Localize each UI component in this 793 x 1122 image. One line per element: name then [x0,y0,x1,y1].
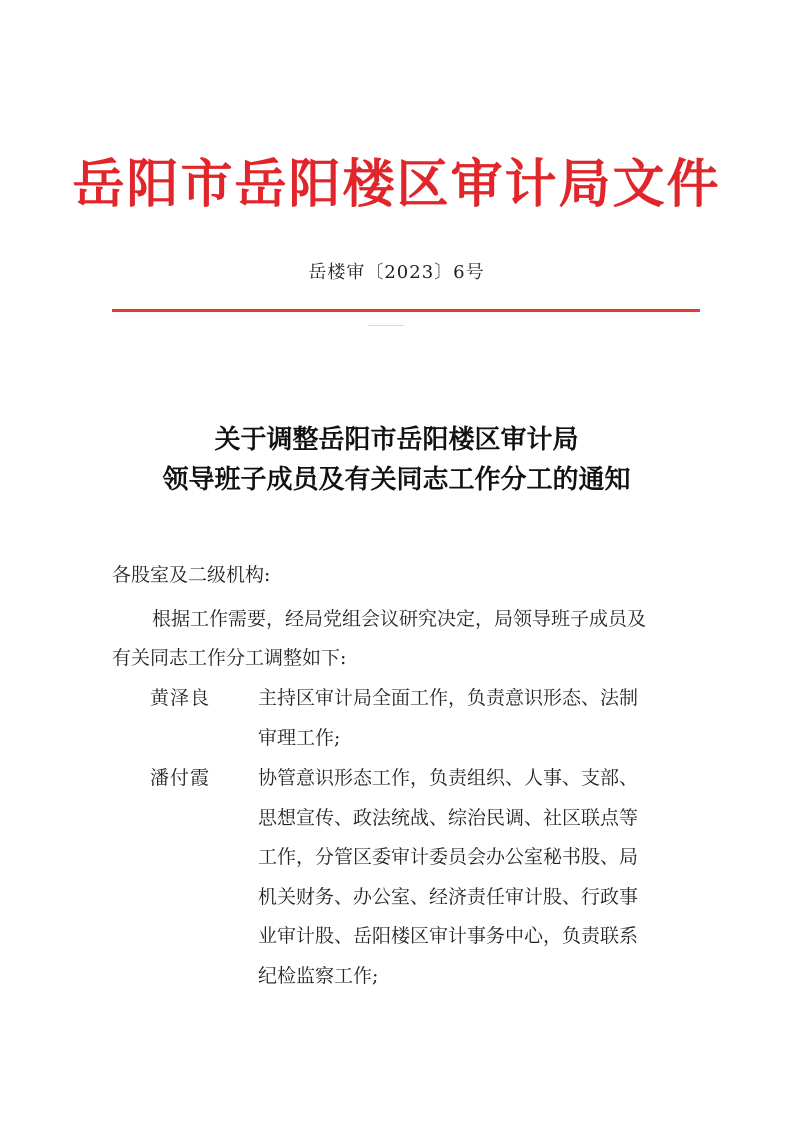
intro-paragraph [112,600,697,678]
duty-line: 业审计股、岳阳楼区审计事务中心，负责联系 [258,925,639,947]
assignment-item [150,679,710,759]
assignment-duties [258,759,708,996]
duty-line: 机关财务、办公室、经济责任审计股、行政事 [258,885,639,908]
title-line-1: 关于调整岳阳市岳阳楼区审计局 [214,425,579,455]
assignment-item [150,759,710,999]
document-number: 岳楼审〔2023〕6号 [308,262,485,283]
intro-line-2: 有关同志工作分工调整如下: [112,647,347,669]
notice-title [0,420,793,500]
duty-line: 主持区审计局全面工作，负责意识形态、法制 [258,687,639,709]
duty-line: 工作，分管区委审计委员会办公室秘书股、局 [258,846,639,868]
duty-line: 思想宣传、政法统战、综治民调、社区联点等 [258,806,639,829]
salutation: 各股室及二级机构: [112,564,271,586]
assignment-duties [258,679,708,758]
assignee-name: 潘付霞 [150,767,211,789]
duty-line: 审理工作; [258,726,341,749]
intro-line-1: 根据工作需要，经局党组会议研究决定，局领导班子成员及 [152,608,647,630]
title-line-2: 领导班子成员及有关同志工作分工的通知 [162,465,631,495]
duty-line: 协管意识形态工作，负责组织、人事、支部、 [258,767,639,789]
agency-document-header: 岳阳市岳阳楼区审计局文件 [72,154,721,215]
red-separator-line [112,309,700,312]
assignee-name: 黄泽良 [150,687,211,709]
faint-scan-mark [368,325,404,326]
duty-line: 纪检监察工作; [258,964,379,987]
